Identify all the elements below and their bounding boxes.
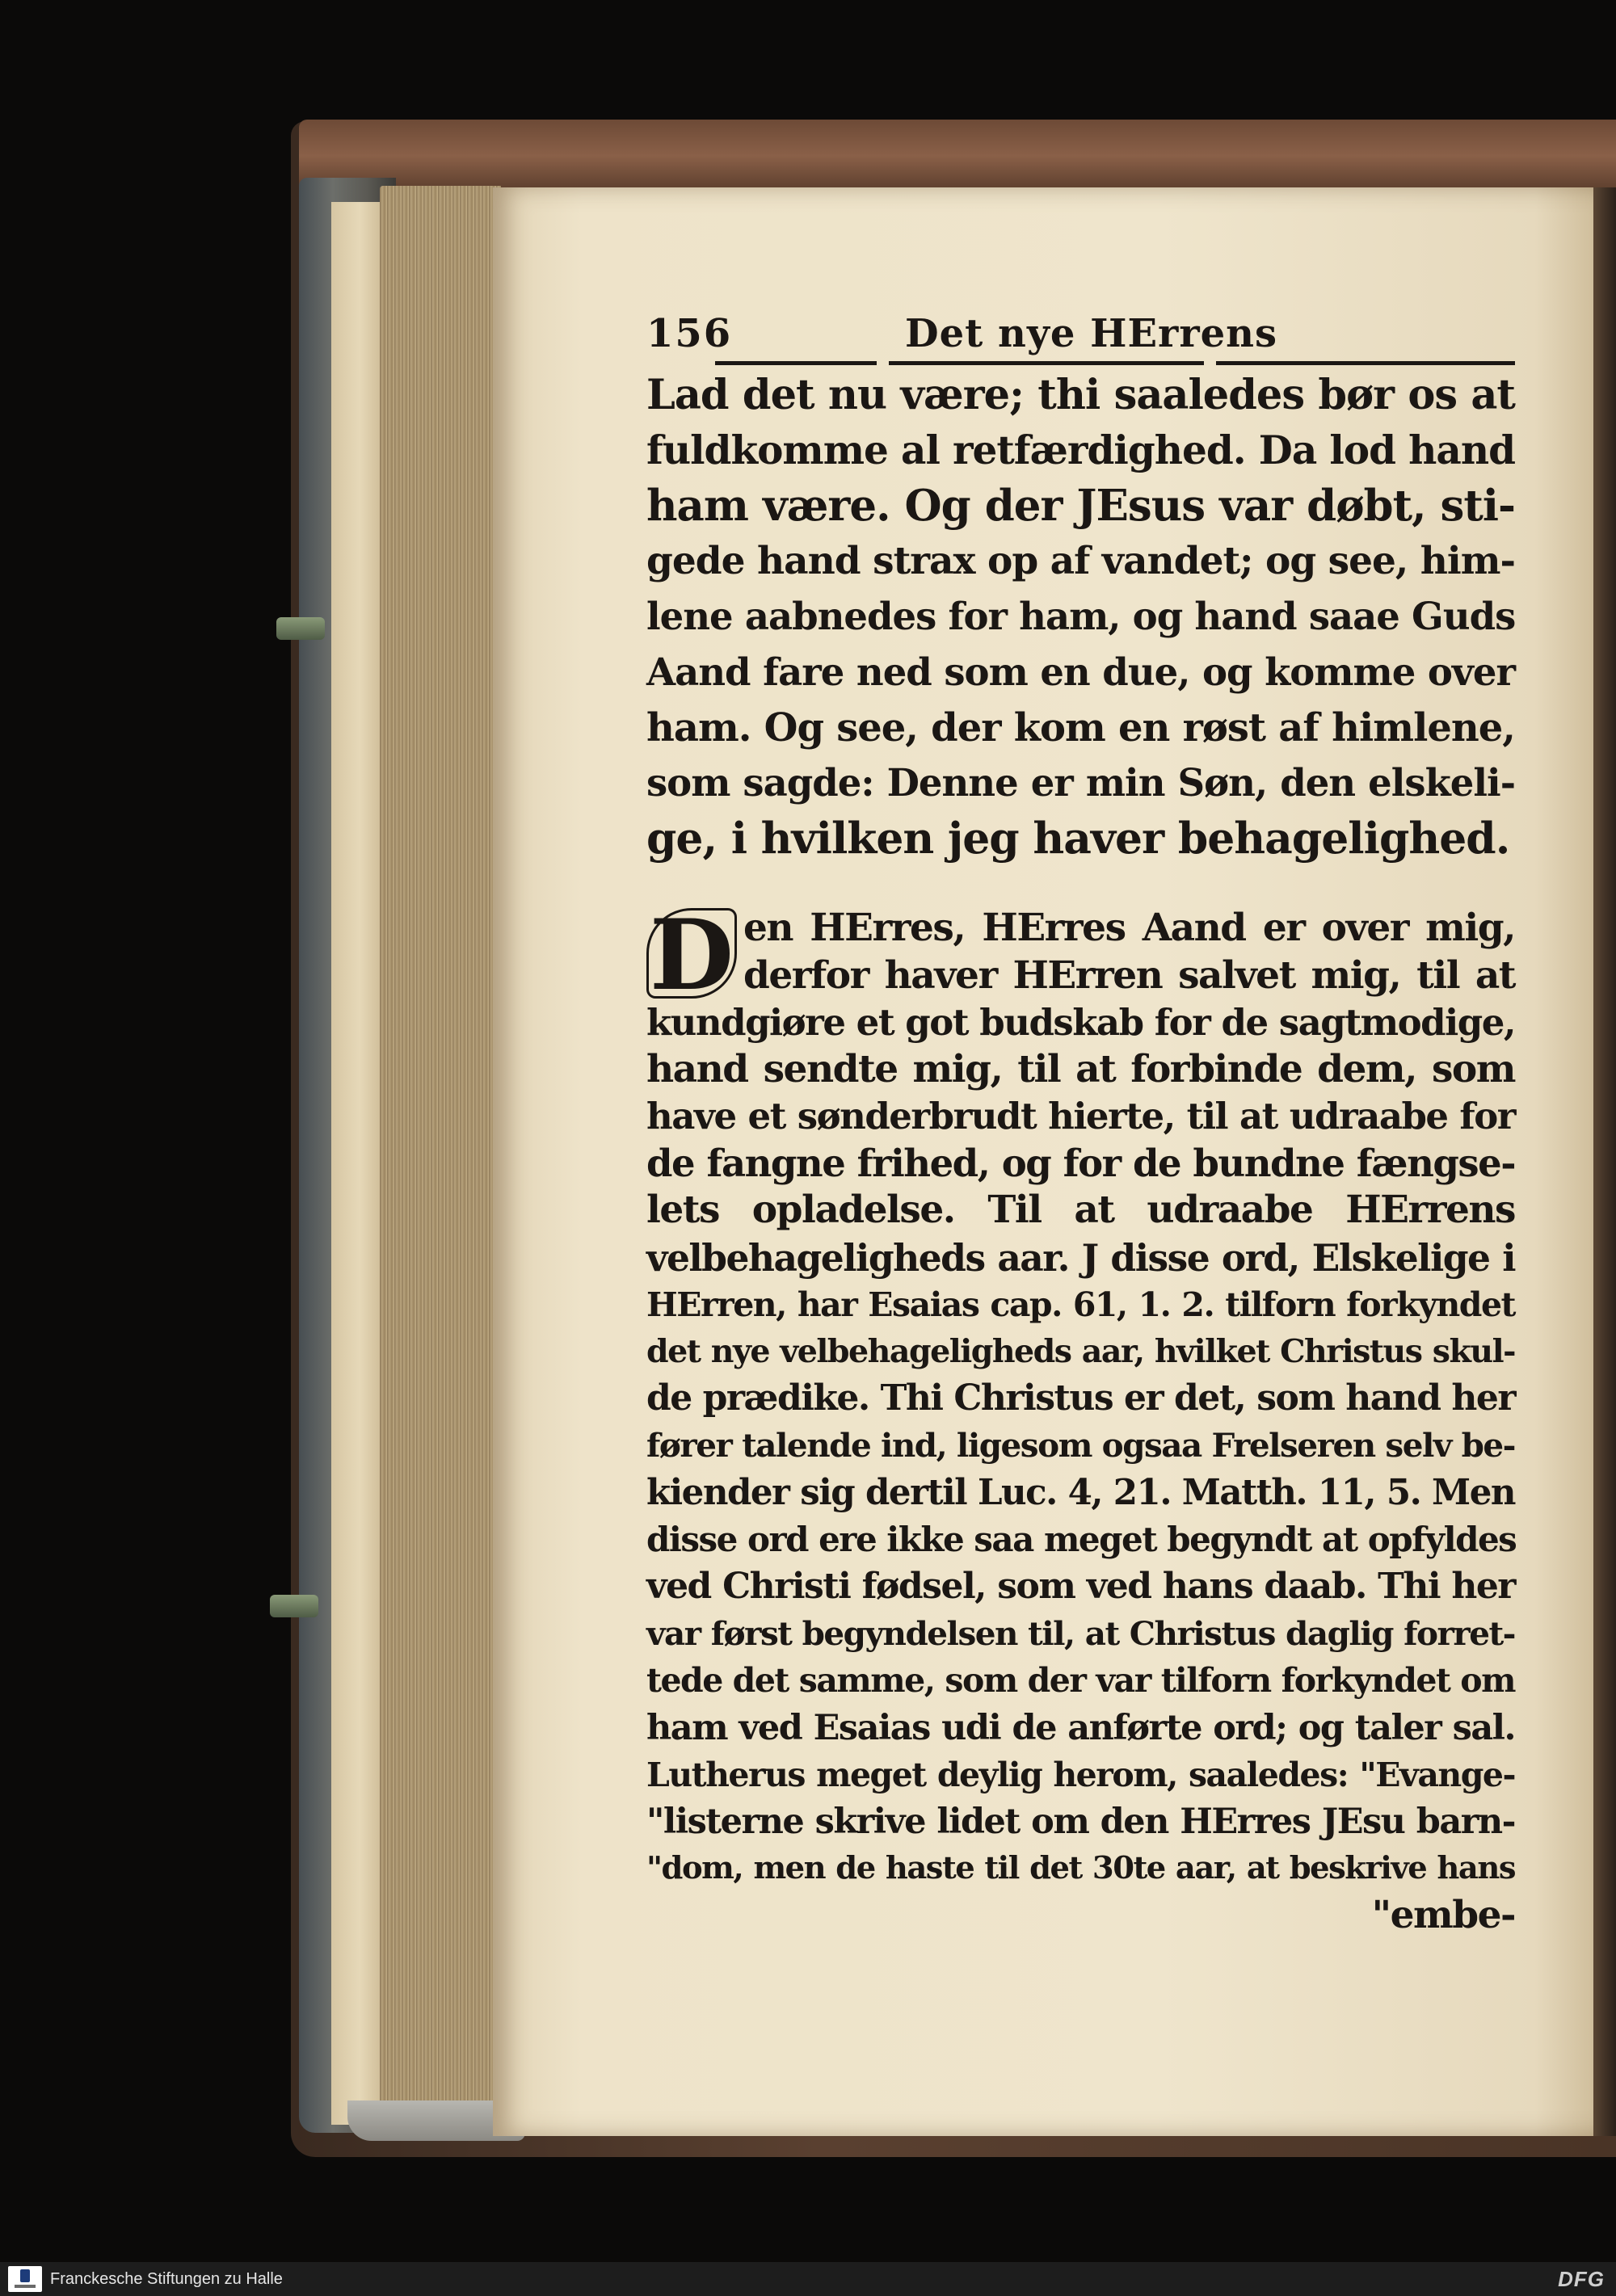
text-line: derfor haver HErren salvet mig, til at [743,952,1515,998]
paragraph-1 [646,368,1515,866]
text-line: ham ved Esaias udi de anførte ord; og taler sal. [646,1707,1515,1748]
page-gutter-shadow [1593,187,1616,2136]
text-line: fuldkomme al retfærdighed. Da lod hand [646,427,1515,473]
text-line: som sagde: Denne er min Søn, den elskeli- [646,760,1515,805]
text-line: gede hand strax op af vandet; og see, him- [646,538,1515,583]
page-header [646,311,1515,356]
text-line: velbehageligheds aar. J disse ord, Elskelige i [646,1235,1515,1280]
text-line: de fangne frihed, og for de bundne fængse- [646,1141,1515,1186]
text-line: kundgiøre et got budskab for de sagtmodige, [646,1000,1515,1044]
catchword: "embe- [1371,1893,1515,1938]
text-line: Lutherus meget deylig herom, saaledes: "Evange- [646,1755,1515,1794]
header-rule [646,358,1515,368]
text-line: de prædike. Thi Christus er det, som hand her [646,1377,1515,1419]
text-line: Aand fare ned som en due, og komme over [646,649,1515,694]
institution-name: Franckesche Stiftungen zu Halle [50,2270,283,2288]
header-rule-segment [715,361,877,365]
text-line: lets opladelse. Til at udraabe HErrens [646,1188,1515,1233]
viewer-footer [0,2262,1616,2296]
dfg-logo: DFG [1558,2267,1605,2291]
text-line: Lad det nu være; thi saaledes bør os at [646,371,1515,419]
text-line: var først begyndelsen til, at Christus daglig forret- [646,1614,1515,1654]
text-block [646,311,1515,1939]
text-line: have et sønderbrudt hierte, til at udraabe for [646,1095,1515,1138]
paragraph-2 [646,898,1517,1939]
institution-logo-icon [8,2266,42,2292]
text-line: "listerne skrive lidet om den HErres JEsu barn- [646,1801,1515,1842]
text-line: tede det samme, som der var tilforn forkyndet om [646,1661,1515,1701]
text-line: hand sendte mig, til at forbinde dem, som [646,1046,1515,1091]
text-line: ved Christi fødsel, som ved hans daab. Thi her [646,1565,1515,1607]
text-line: kiender sig dertil Luc. 4, 21. Matth. 11, 5. Men [646,1471,1515,1513]
text-line: disse ord ere ikke saa meget begyndt at opfyldes [646,1519,1517,1559]
text-line: ham være. Og der JEsus var døbt, sti- [646,481,1515,532]
text-line: det nye velbehageligheds aar, hvilket Christus skul- [646,1333,1515,1371]
page-number: 156 [646,311,733,356]
text-line: fører talende ind, ligesom ogsaa Frelseren selv be- [646,1426,1515,1465]
drop-cap: D [646,908,737,999]
text-line: HErren, har Esaias cap. 61, 1. 2. tilforn forkyndet [646,1285,1515,1324]
text-line: ham. Og see, der kom en røst af himlene, [646,704,1515,751]
clasp-bottom [270,1595,318,1617]
clasp-top [276,617,325,640]
header-rule-segment [889,361,1204,365]
text-line: ge, i hvilken jeg haver behagelighed. [646,812,1510,864]
text-line: lene aabnedes for ham, og hand saae Guds [646,594,1516,639]
page-stack [380,186,501,2141]
header-rule-segment [1216,361,1515,365]
running-title: Det nye HErrens [905,311,1278,356]
book-cover-top-edge [299,120,1616,192]
text-line: en HErres, HErres Aand er over mig, [743,906,1515,951]
text-line: "dom, men de haste til det 30te aar, at beskrive hans [646,1850,1515,1887]
